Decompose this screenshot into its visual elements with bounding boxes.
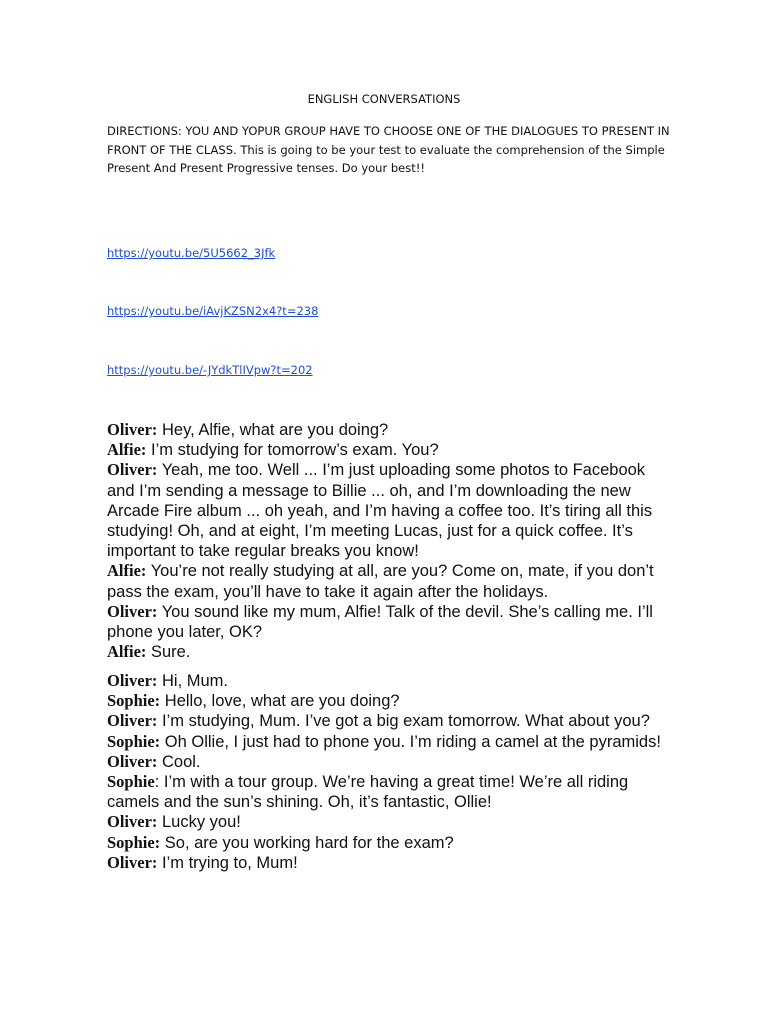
dialogue-line — [107, 460, 667, 561]
dialogue-line — [107, 833, 667, 853]
dialogue-line — [107, 711, 667, 731]
dialogue-line — [107, 440, 667, 460]
speaker-name: Alfie: — [107, 642, 147, 662]
speaker-name: Oliver: — [107, 420, 158, 439]
speaker-name: Oliver: — [107, 460, 158, 480]
dialogue-text: You’re not really studying at all, are you? Come on, mate, if you don’t pass the exam, you’ll have to take it again after the holidays. — [107, 562, 654, 601]
dialogue-line — [107, 853, 667, 873]
dialogue-text: Hi, Mum. — [157, 672, 228, 690]
dialogue-line — [107, 691, 667, 711]
dialogue-line — [107, 671, 667, 691]
speaker-name: Oliver: — [107, 671, 158, 690]
speaker-name: Oliver: — [107, 852, 158, 872]
dialogue-line — [107, 642, 667, 662]
video-link-1[interactable]: https://youtu.be/5U5662_3Jfk — [107, 246, 276, 260]
dialogue-line — [107, 561, 667, 601]
document-title: ENGLISH CONVERSATIONS — [307, 92, 461, 106]
dialogue-text: So, are you working hard for the exam? — [160, 833, 454, 852]
dialogue-text: Yeah, me too. Well ... I’m just uploading some photos to Facebook and I’m sending a message to Billie ... oh, and I’m downloading the new Arcade Fire album ... oh yeah, and I’m having a coffee too. It’s tiring all this studying! Oh, and at eight, I’m meeting Lucas, just for a quick coffee. It’s important to take regular breaks you know! — [107, 461, 653, 561]
dialogue-text: Sure. — [146, 643, 191, 662]
video-link-3[interactable]: https://youtu.be/-JYdkTlIVpw?t=202 — [107, 363, 313, 377]
dialogue-text: Lucky you! — [157, 813, 241, 832]
dialogue-oliver-sophie — [107, 671, 667, 873]
dialogue-text: I’m trying to, Mum! — [157, 853, 298, 872]
dialogue-text: You sound like my mum, Alfie! Talk of the devil. She’s calling me. I’ll phone you later, OK? — [107, 602, 653, 642]
speaker-name: Sophie: — [107, 691, 161, 711]
dialogue-oliver-alfie — [107, 420, 667, 662]
dialogue-text: I’m studying for tomorrow’s exam. You? — [146, 441, 439, 460]
dialogue-line — [107, 420, 667, 440]
speaker-name: Oliver: — [107, 711, 158, 731]
speaker-name: Oliver: — [107, 751, 158, 771]
speaker-name: Sophie: — [107, 832, 161, 852]
dialogue-text: I’m studying, Mum. I’ve got a big exam tomorrow. What about you? — [157, 712, 650, 731]
dialogue-text: : I’m with a tour group. We’re having a great time! We’re all riding camels and the sun’s shining. Oh, it’s fantastic, Ollie! — [107, 773, 629, 812]
dialogue-line — [107, 772, 667, 812]
speaker-name: Oliver: — [107, 601, 158, 621]
dialogue-text: Hey, Alfie, what are you doing? — [157, 421, 389, 439]
speaker-name: Sophie: — [107, 731, 161, 751]
speaker-name: Sophie — [107, 772, 155, 792]
dialogue-text: Oh Ollie, I just had to phone you. I’m riding a camel at the pyramids! — [160, 732, 661, 751]
dialogue-line — [107, 602, 667, 642]
dialogue-line — [107, 812, 667, 832]
dialogue-line — [107, 752, 667, 772]
speaker-name: Alfie: — [107, 440, 147, 460]
dialogue-text: Cool. — [157, 752, 201, 771]
speaker-name: Oliver: — [107, 812, 158, 832]
dialogue-text: Hello, love, what are you doing? — [160, 692, 400, 711]
dialogue-line — [107, 732, 667, 752]
directions-paragraph: DIRECTIONS: YOU AND YOPUR GROUP HAVE TO CHOOSE ONE OF THE DIALOGUES TO PRESENT IN FRONT OF THE CLASS. This is going to be your test to evaluate the comprehension of the Simple Present And Present Progressive tenses. Do your best!! — [107, 124, 670, 176]
video-link-2[interactable]: https://youtu.be/iAvjKZSN2x4?t=238 — [107, 304, 319, 318]
speaker-name: Alfie: — [107, 561, 147, 581]
